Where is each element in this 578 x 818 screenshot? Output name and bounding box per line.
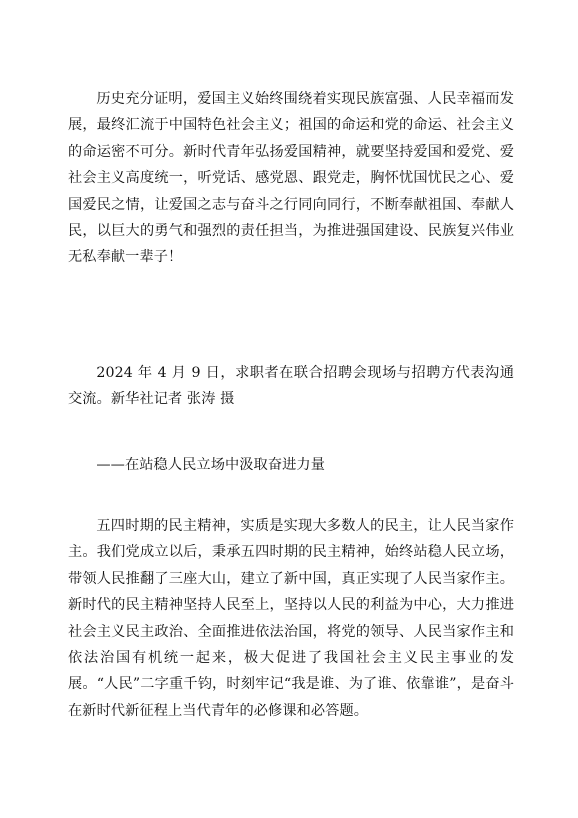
photo-caption: 2024 年 4 月 9 日，求职者在联合招聘会现场与招聘方代表沟通交流。新华社记者 张涛 摄 (68, 365, 514, 408)
section-subtitle: ——在站稳人民立场中汲取奋进力量 (96, 457, 325, 473)
paragraph-democracy: 五四时期的民主精神，实质是实现大多数人的民主，让人民当家作主。我们党成立以后，秉承五四时期的民主精神，始终站稳人民立场，带领人民推翻了三座大山，建立了新中国，真正实现了人民当家作主。新时代的民主精神坚持人民至上，坚持以人民的利益为中心，大力推进社会主义民主政治、全面推进依法治国，将党的领导、人民当家作主和依法治国有机统一起来，极大促进了我国社会主义民主事业的发展。“人民”二字重千钧，时刻牢记“我是谁、为了谁、依靠谁”，是奋斗在新时代新征程上当代青年的必修课和必答题。 (68, 518, 514, 719)
paragraph-patriotism: 历史充分证明，爱国主义始终围绕着实现民族富强、人民幸福而发展，最终汇流于中国特色社会主义；祖国的命运和党的命运、社会主义的命运密不可分。新时代青年弘扬爱国精神，就要坚持爱国和爱党、爱社会主义高度统一，听党话、感党恩、跟党走，胸怀忧国忧民之心、爱国爱民之情，让爱国之志与奋斗之行同向同行，不断奉献祖国、奉献人民，以巨大的勇气和强烈的责任担当，为推进强国建设、民族复兴伟业无私奉献一辈子！ (68, 91, 514, 266)
